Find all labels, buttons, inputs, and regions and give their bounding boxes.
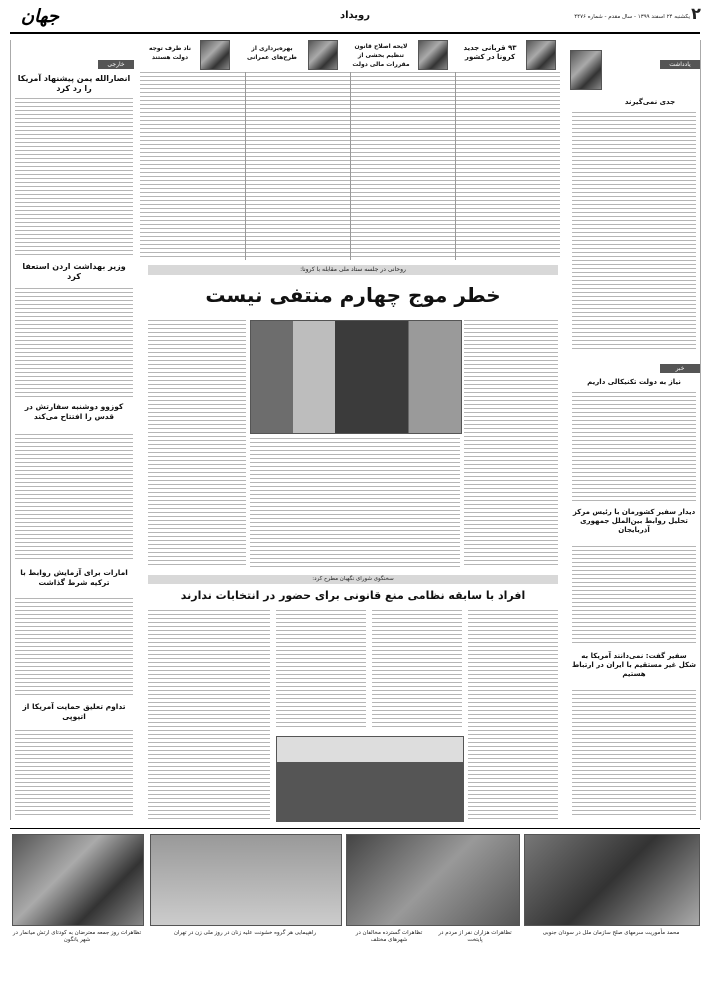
masthead-logo: جهان	[20, 6, 60, 27]
bottom-photo-2	[150, 834, 342, 926]
section-title: رویداد	[339, 10, 371, 21]
photo-strip-rule	[10, 828, 700, 829]
second-story-headline: افراد با سابقه نظامی منع قانونی برای حضور در انتخابات ندارند	[180, 589, 526, 602]
left-story2-text	[15, 288, 133, 398]
second-story-text-b	[372, 610, 462, 730]
photo-caption-2: راهپیمایی هر گروه خشونت علیه زنان در روز ملی زن در تهران	[173, 930, 317, 936]
main-story-kicker: روحانی در جلسه ستاد ملی مقابله با کرونا:	[148, 265, 558, 275]
photo-caption-3: تظاهرات گسترده مخالفان در شهرهای مختلف	[355, 930, 423, 943]
top-story-3-photo	[308, 40, 338, 70]
second-story-kicker: سخنگوی شورای نگهبان مطرح کرد:	[148, 575, 558, 584]
second-story-text-a	[468, 610, 558, 820]
right-story4-text	[572, 690, 696, 816]
left-story4-text	[15, 598, 133, 698]
columnist-photo	[570, 50, 602, 90]
main-story-text-right	[464, 320, 558, 568]
second-story-text-c	[276, 610, 366, 730]
left-story1-headline: انصارالله یمن پیشنهاد آمریکا را رد کرد	[17, 74, 131, 93]
divider	[455, 72, 456, 260]
left-story3-headline: کوزوو دوشنبه سفارتش در قدس را افتتاح می‌کند	[24, 402, 124, 421]
top-story-4-headline: ناد طرف توجه دولت هستند	[148, 45, 192, 61]
left-story4-headline: امارات برای آزمایش روابط با ترکیه شرط گذاشت	[20, 568, 128, 587]
top-story-3-headline: بهره‌برداری از طرح‌های عمرانی	[247, 45, 297, 61]
right-column-tag2: خبر	[660, 364, 700, 373]
date-line: یکشنبه ۲۴ اسفند ۱۳۹۹ - سال مقدم - شماره ۴۴۷۶	[574, 14, 690, 20]
left-story2-headline: وزیر بهداشت اردن استعفا کرد	[22, 262, 126, 281]
right-column-label: یادداشت	[660, 60, 700, 69]
right-column-text	[572, 112, 696, 352]
photo-caption-1: تظاهرات روز جمعه معترضان به کودتای ارتش میانمار در شهر یانگون	[12, 930, 142, 943]
top-story-2-photo	[418, 40, 448, 70]
main-story-text-bottom	[250, 438, 460, 568]
left-story5-text	[15, 730, 133, 816]
bottom-photo-1	[12, 834, 144, 926]
right-column	[568, 40, 701, 820]
main-story-photo	[250, 320, 462, 434]
bottom-photo-3	[346, 834, 520, 926]
second-story-photo	[276, 736, 464, 822]
photo-caption-4: تظاهرات هزاران نفر از مردم در پایتخت	[438, 930, 512, 943]
right-story2-text	[572, 392, 696, 502]
bottom-photo-4	[524, 834, 700, 926]
header-rule	[10, 32, 700, 34]
divider	[350, 72, 351, 260]
top-story-2-headline: لایحه اصلاح قانون تنظیم بخشی از مقررات مالی دولت	[352, 43, 410, 68]
right-story4-headline: سفیر گفت: نمی‌دانند آمریکا به شکل غیر مستقیم با ایران در ارتباط هستیم	[572, 652, 696, 678]
page-number: ۲	[691, 4, 701, 23]
photo-caption-5: محمد مأموریت سرمهای صلح سازمان ملل در سودان جنوبی	[542, 930, 680, 936]
left-story5-headline: تداوم تعلیق حمایت آمریکا از اتیوپی	[22, 702, 126, 721]
left-column	[10, 40, 136, 820]
top-story-1-headline: ۹۳ قربانی جدید کرونا در کشور	[463, 44, 517, 61]
right-story2-headline: نیاز به دولت تکنیکالی داریم	[587, 378, 681, 386]
top-story-4-photo	[200, 40, 230, 70]
top-story-1-photo	[526, 40, 556, 70]
left-story1-text	[15, 98, 133, 258]
right-story3-headline: دیدار سفیر کشورمان با رئیس مرکز تحلیل روابط بین‌الملل جمهوری آذربایجان	[572, 508, 696, 534]
second-story-text-d	[148, 610, 270, 820]
left-column-label: خارجی	[98, 60, 134, 69]
left-story3-text	[15, 434, 133, 562]
main-story-headline: خطر موج چهارم منتفی نیست	[205, 283, 501, 307]
right-column-headline: جدی نمی‌گیرند	[624, 98, 676, 106]
main-story-text-left	[148, 320, 246, 568]
right-story3-text	[572, 546, 696, 646]
divider	[245, 72, 246, 260]
